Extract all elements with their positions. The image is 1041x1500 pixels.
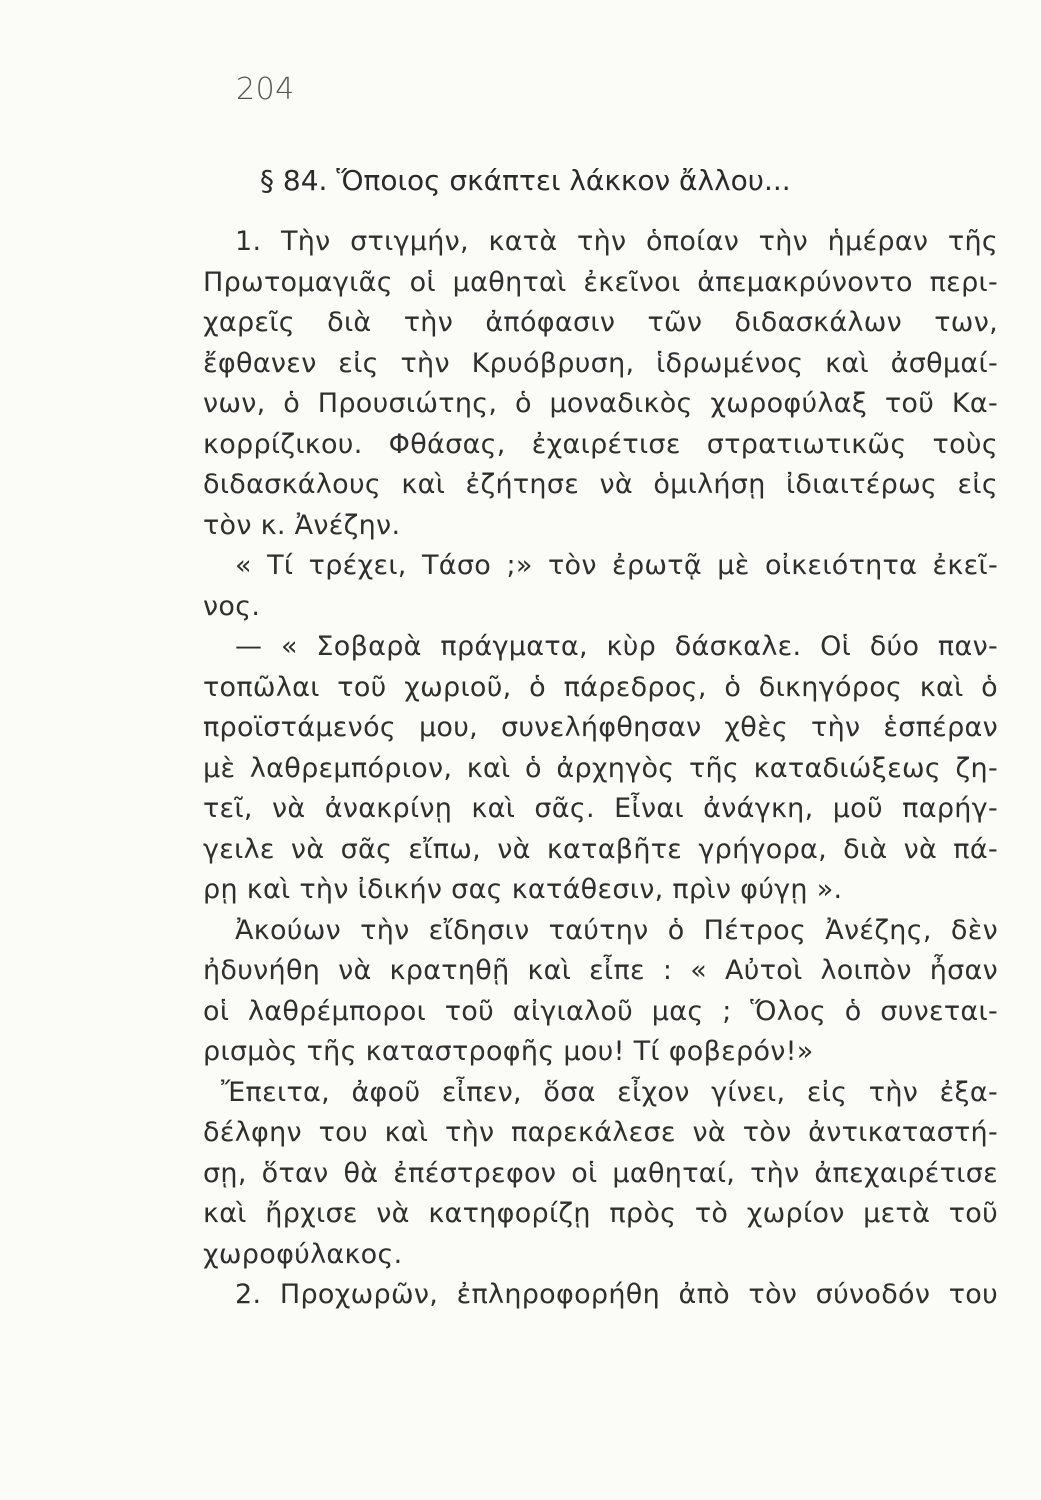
text-line: νος. — [203, 590, 261, 622]
text-line: προϊστάμενός μου, συνελήφθησαν χθὲς τὴν ἑσπέραν — [203, 712, 998, 743]
text-line: οἱ λαθρέμποροι τοῦ αἰγιαλοῦ μας ; Ὅλος ὁ συνεται- — [203, 995, 998, 1027]
text-line: ἔφθανεν εἰς τὴν Κρυόβρυση, ἱδρωμένος καὶ ἀσθμαί- — [203, 347, 998, 379]
text-line: γειλε νὰ σᾶς εἴπω, νὰ καταβῆτε γρήγορα, διὰ νὰ πά- — [203, 833, 998, 865]
text-line: μὲ λαθρεμπόριον, καὶ ὁ ἀρχηγὸς τῆς καταδιώξεως ζη- — [203, 752, 998, 784]
text-line: δέλφην του καὶ τὴν παρεκάλεσε νὰ τὸν ἀντικαταστή- — [203, 1117, 998, 1148]
text-line: χαρεῖς διὰ τὴν ἀπόφασιν τῶν διδασκάλων των, — [203, 307, 998, 338]
text-line: ρισμὸς τῆς καταστροφῆς μου! Τί φοβερόν!» — [203, 1036, 814, 1067]
page-number: 204 — [236, 72, 295, 107]
text-line: κορρίζικου. Φθάσας, ἐχαιρέτισε στρατιωτικῶς τοὺς — [203, 428, 998, 460]
text-line: — « Σοβαρὰ πράγματα, κὺρ δάσκαλε. Οἱ δύο παν- — [235, 631, 998, 662]
text-line: καὶ ἤρχισε νὰ κατηφορίζῃ πρὸς τὸ χωρίον μετὰ τοῦ — [203, 1198, 998, 1229]
section-heading: § 84. Ὅποιος σκάπτει λάκκον ἄλλου... — [260, 164, 791, 197]
text-line: Ἔπειτα, ἀφοῦ εἶπεν, ὅσα εἶχον γίνει, εἰς τὴν ἐξα- — [221, 1076, 998, 1108]
text-line: διδασκάλους καὶ ἐζήτησε νὰ ὁμιλήσῃ ἰδιαιτέρως εἰς — [203, 469, 998, 500]
text-line: ἠδυνήθη νὰ κρατηθῇ καὶ εἶπε : « Αὐτοὶ λοιπὸν ἦσαν — [203, 955, 998, 986]
text-line: χωροφύλακος. — [203, 1238, 403, 1270]
text-line: ρῃ καὶ τὴν ἰδικήν σας κατάθεσιν, πρὶν φύγῃ ». — [203, 874, 843, 905]
text-line: 2. Προχωρῶν, ἐπληροφορήθη ἀπὸ τὸν σύνοδόν του — [235, 1279, 998, 1310]
text-line: Πρωτομαγιᾶς οἱ μαθηταὶ ἐκεῖνοι ἀπεμακρύνοντο περι- — [203, 266, 998, 298]
text-line: τεῖ, νὰ ἀνακρίνῃ καὶ σᾶς. Εἶναι ἀνάγκη, μοῦ παρήγ- — [203, 793, 998, 824]
text-line: « Τί τρέχει, Τάσο ;» τὸν ἐρωτᾷ μὲ οἰκειότητα ἐκεῖ- — [235, 550, 998, 581]
text-line: τοπῶλαι τοῦ χωριοῦ, ὁ πάρεδρος, ὁ δικηγόρος καὶ ὁ — [203, 671, 998, 703]
text-line: σῃ, ὅταν θὰ ἐπέστρεφον οἱ μαθηταί, τὴν ἀπεχαιρέτισε — [203, 1157, 998, 1189]
text-line: Ἀκούων τὴν εἴδησιν ταύτην ὁ Πέτρος Ἀνέζης, δὲν — [235, 914, 998, 946]
text-line: τὸν κ. Ἀνέζην. — [203, 509, 401, 541]
text-line: 1. Τὴν στιγμήν, κατὰ τὴν ὁποίαν τὴν ἡμέραν τῆς — [235, 226, 998, 257]
text-line: νων, ὁ Προυσιώτης, ὁ μοναδικὸς χωροφύλαξ τοῦ Κα- — [203, 388, 998, 419]
body-text — [203, 222, 998, 1316]
